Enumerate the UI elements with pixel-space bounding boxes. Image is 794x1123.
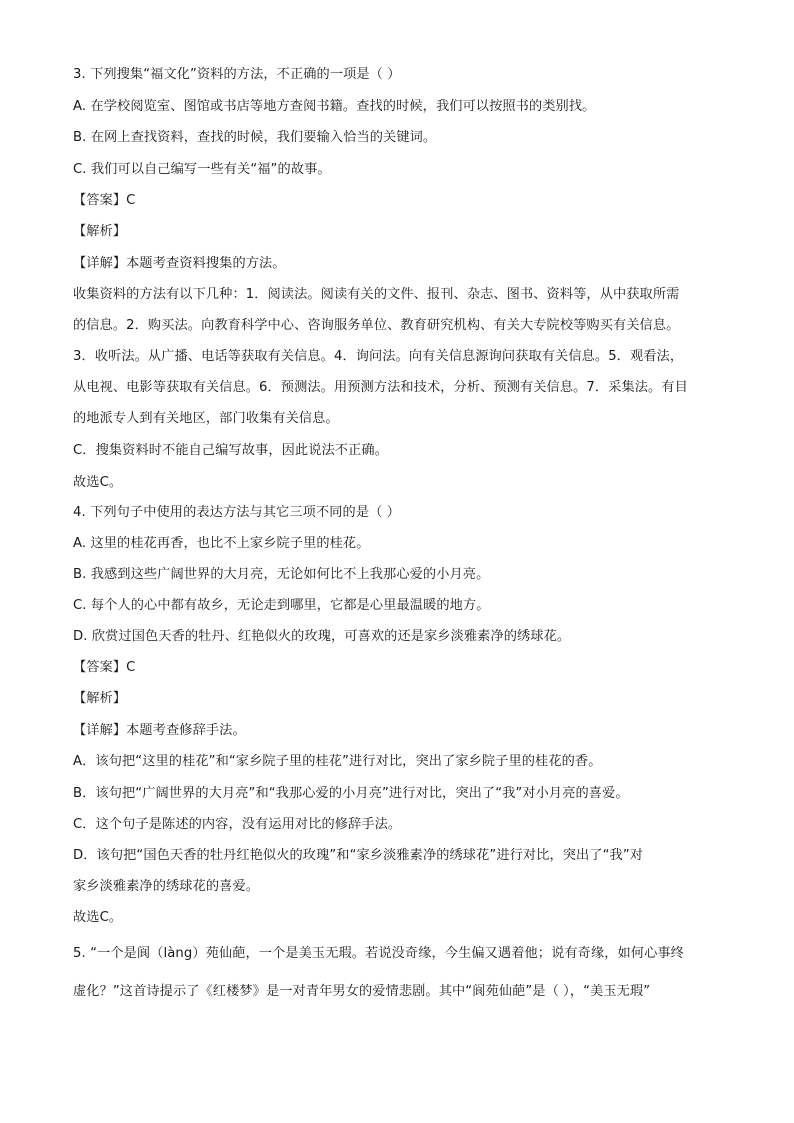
- q3-stem: 3. 下列搜集“福文化”资料的方法，不正确的一项是（ ）: [73, 67, 401, 82]
- q3-para1-line3: 3．收听法。从广播、电话等获取有关信息。4．询问法。向有关信息源询问获取有关信息。5．观看法，: [73, 349, 684, 364]
- q3-para1-line1: 收集资料的方法有以下几种：1．阅读法。阅读有关的文件、报刊、杂志、图书、资料等，从中获取所需: [73, 287, 680, 302]
- q4-option-c: C. 每个人的心中都有故乡，无论走到哪里，它都是心里最温暖的地方。: [73, 598, 490, 613]
- q3-para1-line2: 的信息。2．购买法。向教育科学中心、咨询服务单位、教育研究机构、有关大专院校等购买有关信息。: [73, 318, 680, 333]
- q3-option-b: B. 在网上查找资料，查找的时候，我们要输入恰当的关键词。: [73, 130, 437, 145]
- q4-answer: 【答案】C: [73, 660, 136, 675]
- q4-explanation-a: A．该句把“这里的桂花”和“家乡院子里的桂花”进行对比，突出了家乡院子里的桂花的香。: [73, 754, 602, 769]
- q3-answer: 【答案】C: [73, 193, 136, 208]
- q5-stem-line1: 5. “一个是阆（làng）苑仙葩，一个是美玉无瑕。若说没奇缘，今生偏又遇着他；说有奇缘，如何心事终: [73, 946, 684, 961]
- q4-option-b: B. 我感到这些广阔世界的大月亮，无论如何比不上我那心爱的小月亮。: [73, 567, 490, 582]
- q4-explanation-d-line2: 家乡淡雅素净的绣球花的喜爱。: [73, 879, 260, 894]
- q4-stem: 4. 下列句子中使用的表达方法与其它三项不同的是（ ）: [73, 505, 400, 520]
- q3-para1-line5: 的地派专人到有关地区，部门收集有关信息。: [73, 411, 339, 426]
- q5-stem-line2: 虚化？”这首诗提示了《红楼梦》是一对青年男女的爱情悲剧。其中“阆苑仙葩”是（ ），“美玉无瑕”: [73, 984, 651, 999]
- q3-analysis-title: 【解析】: [73, 224, 127, 239]
- q4-analysis-title: 【解析】: [73, 691, 127, 706]
- q4-option-a: A. 这里的桂花再香，也比不上家乡院子里的桂花。: [73, 536, 370, 551]
- q3-detail: 【详解】本题考查资料搜集的方法。: [73, 256, 286, 271]
- q4-explanation-d-line1: D．该句把“国色天香的牡丹红艳似火的玫瑰”和“家乡淡雅素净的绣球花”进行对比，突出了“我”对: [73, 848, 644, 863]
- q4-explanation-c: C．这个句子是陈述的内容，没有运用对比的修辞手法。: [73, 817, 402, 832]
- q4-explanation-b: B．该句把“广阔世界的大月亮”和“我那心爱的小月亮”进行对比，突出了“我”对小月亮的喜爱。: [73, 786, 629, 801]
- q3-option-c: C. 我们可以自己编写一些有关“福”的故事。: [73, 162, 331, 177]
- q3-para1-line4: 从电视、电影等获取有关信息。6．预测法。用预测方法和技术，分析、预测有关信息。7．采集法。有目: [73, 380, 688, 395]
- q4-conclusion: 故选C。: [73, 910, 123, 925]
- q3-option-a: A. 在学校阅览室、图馆或书店等地方查阅书籍。查找的时候，我们可以按照书的类别找。: [73, 99, 596, 114]
- q4-option-d: D. 欣赏过国色天香的牡丹、红艳似火的玫瑰，可喜欢的还是家乡淡雅素净的绣球花。: [73, 629, 571, 644]
- q3-para2: C．搜集资料时不能自己编写故事，因此说法不正确。: [73, 443, 388, 458]
- q4-detail: 【详解】本题考查修辞手法。: [73, 723, 246, 738]
- q3-conclusion: 故选C。: [73, 475, 123, 490]
